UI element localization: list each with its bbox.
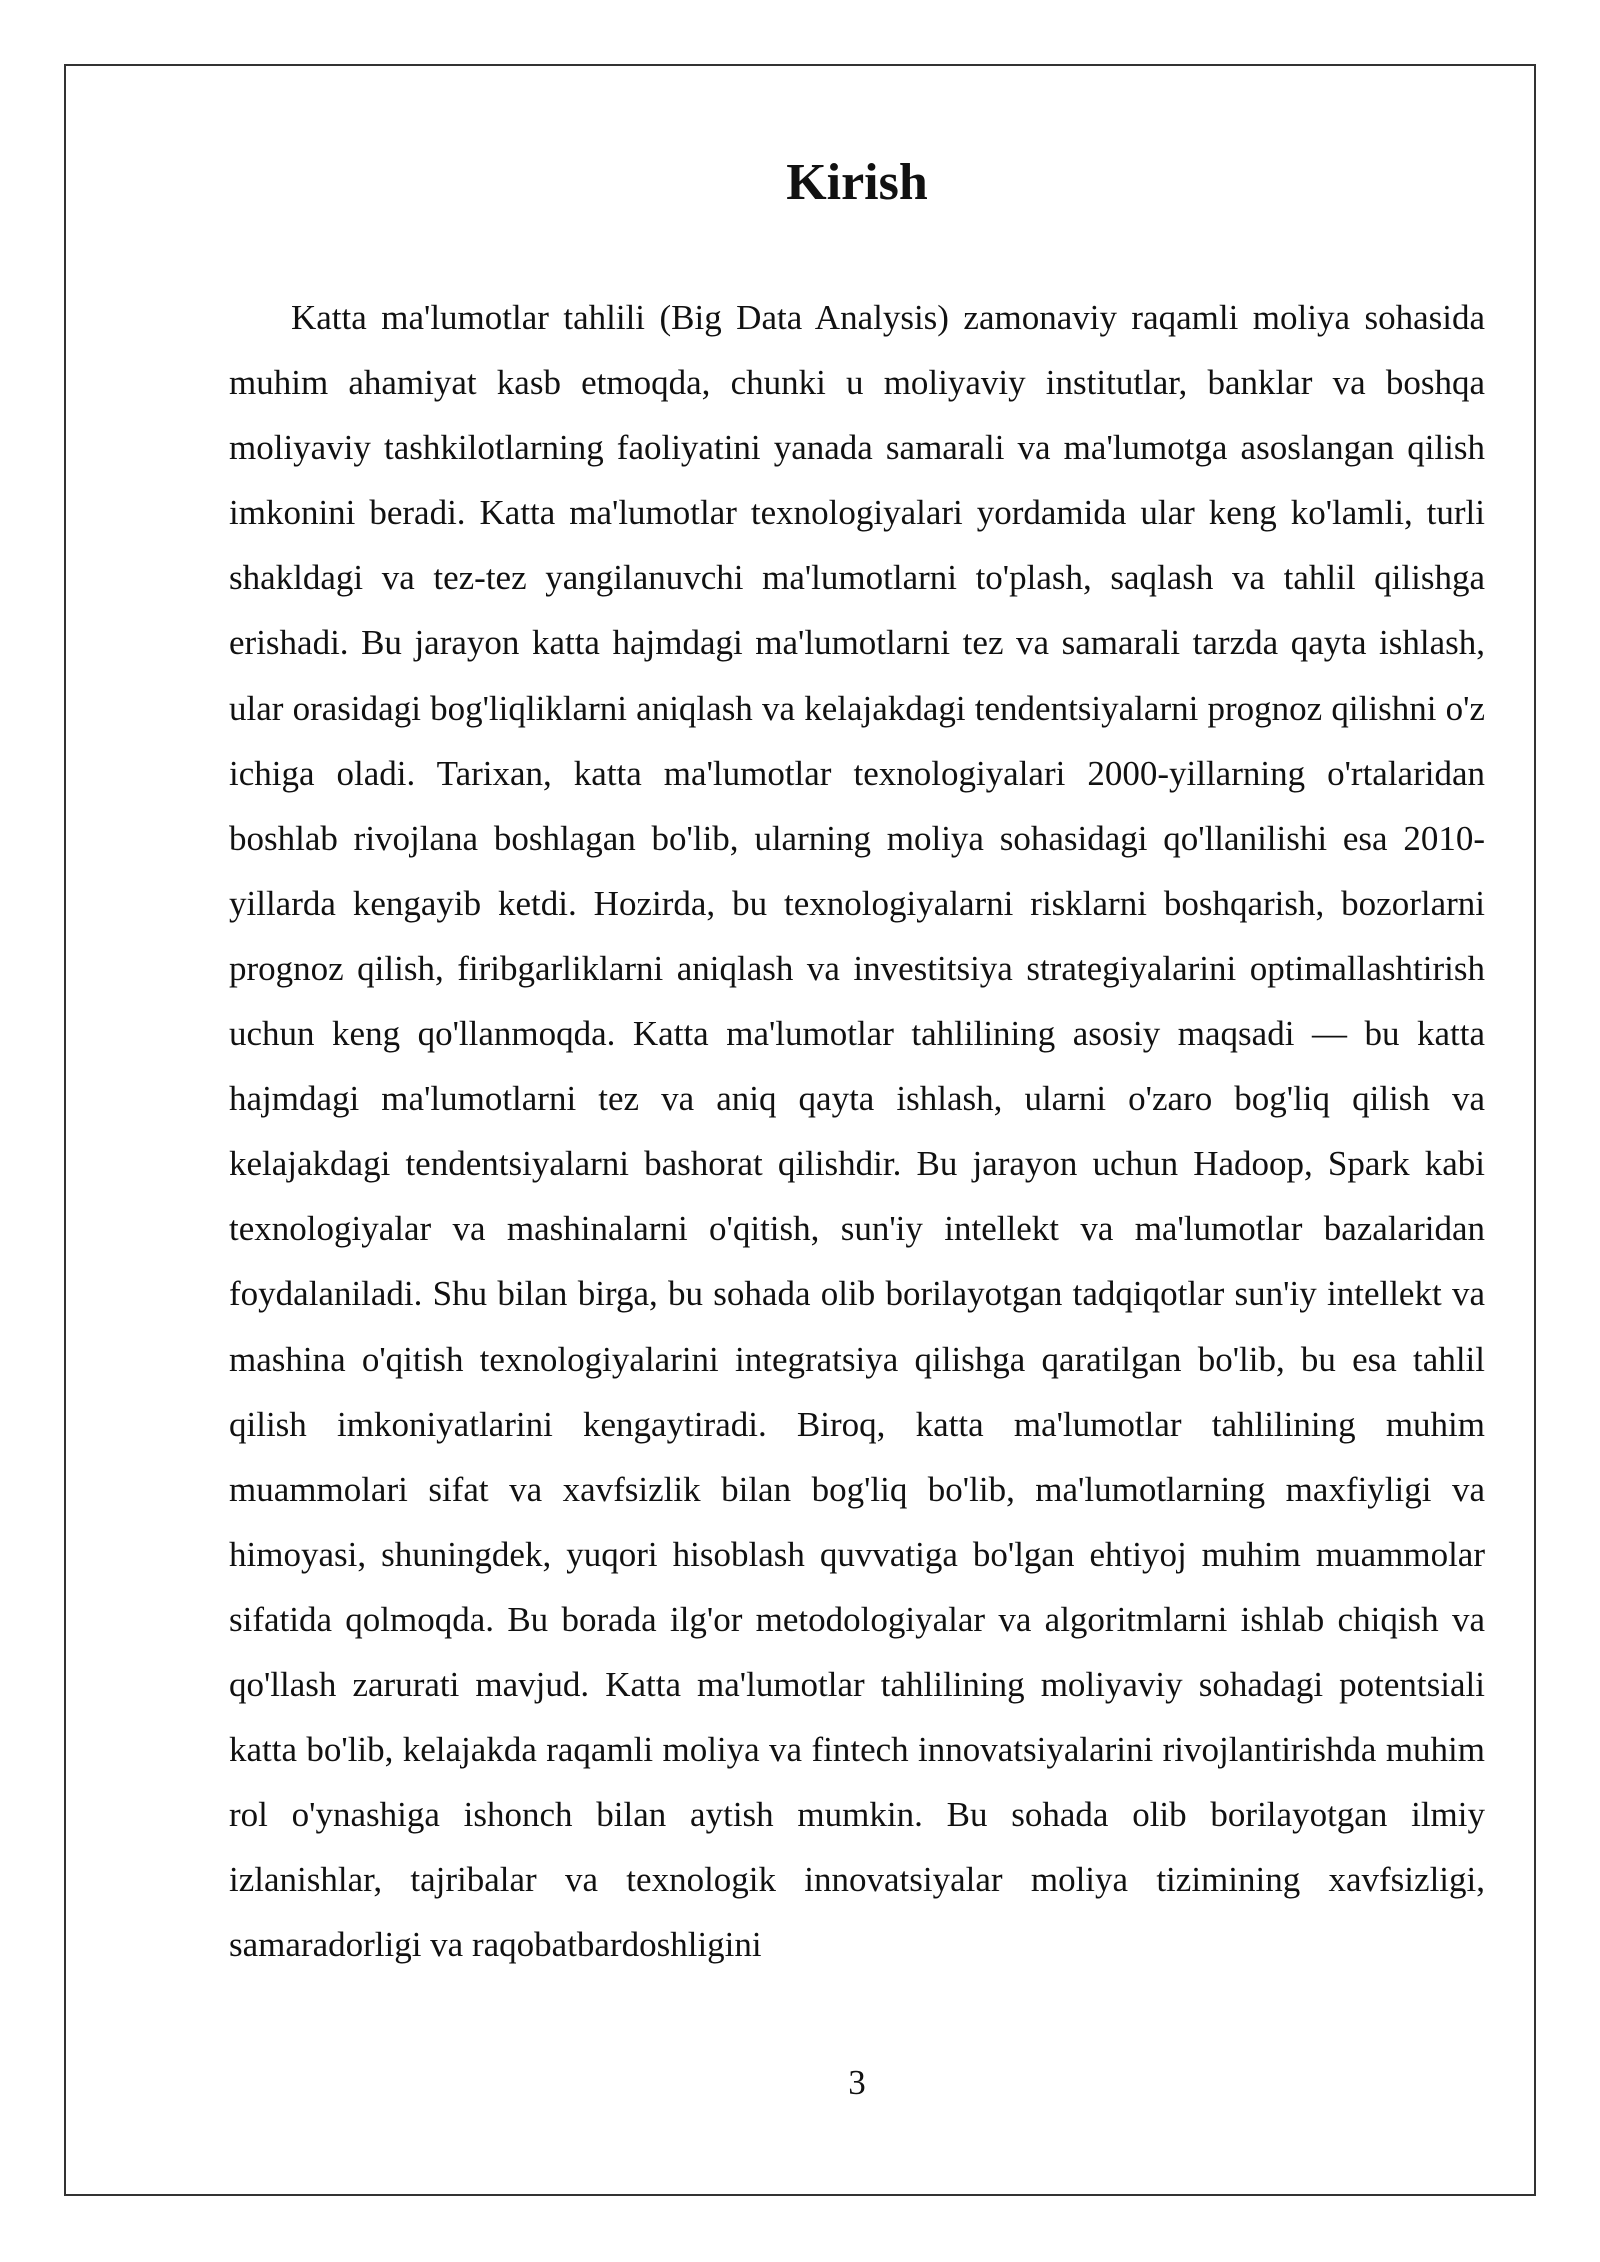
page-title: Kirish bbox=[786, 154, 928, 211]
page-number: 3 bbox=[848, 2063, 866, 2102]
body-paragraph: Katta ma'lumotlar tahlili (Big Data Analysis) zamonaviy raqamli moliya sohasida muhim ahamiyat kasb etmoqda, chunki u moliyaviy institutlar, banklar va boshqa moliyaviy tashkilotlarning faoliyatini yanada samarali va ma'lumotga asoslangan qilish imkonini beradi. Katta ma'lumotlar texnologiyalari yordamida ular keng ko'lamli, turli shakldagi va tez-tez yangilanuvchi ma'lumotlarni to'plash, saqlash va tahlil qilishga erishadi. Bu jarayon katta hajmdagi ma'lumotlarni tez va samarali tarzda qayta ishlash, ular orasidagi bog'liqliklarni aniqlash va kelajakdagi tendentsiyalarni prognoz qilishni o'z ichiga oladi. Tarixan, katta ma'lumotlar texnologiyalari 2000-yillarning o'rtalaridan boshlab rivojlana boshlagan bo'lib, ularning moliya sohasidagi qo'llanilishi esa 2010-yillarda kengayib ketdi. Hozirda, bu texnologiyalarni risklarni boshqarish, bozorlarni prognoz qilish, firibgarliklarni aniqlash va investitsiya strategiyalarini optimallashtirish uchun keng qo'llanmoqda. Katta ma'lumotlar tahlilining asosiy maqsadi — bu katta hajmdagi ma'lumotlarni tez va aniq qayta ishlash, ularni o'zaro bog'liq qilish va kelajakdagi tendentsiyalarni bashorat qilishdir. Bu jarayon uchun Hadoop, Spark kabi texnologiyalar va mashinalarni o'qitish, sun'iy intellekt va ma'lumotlar bazalaridan foydalaniladi. Shu bilan birga, bu sohada olib borilayotgan tadqiqotlar sun'iy intellekt va mashina o'qitish texnologiyalarini integratsiya qilishga qaratilgan bo'lib, bu esa tahlil qilish imkoniyatlarini kengaytiradi. Biroq, katta ma'lumotlar tahlilining muhim muammolari sifat va xavfsizlik bilan bog'liq bo'lib, ma'lumotlarning maxfiyligi va himoyasi, shuningdek, yuqori hisoblash quvvatiga bo'lgan ehtiyoj muhim muammolar sifatida qolmoqda. Bu borada ilg'or metodologiyalar va algoritmlarni ishlab chiqish va qo'llash zarurati mavjud. Katta ma'lumotlar tahlilining moliyaviy sohadagi potentsiali katta bo'lib, kelajakda raqamli moliya va fintech innovatsiyalarini rivojlantirishda muhim rol o'ynashiga ishonch bilan aytish mumkin. Bu sohada olib borilayotgan ilmiy izlanishlar, tajribalar va texnologik innovatsiyalar moliya tizimining xavfsizligi, samaradorligi va raqobatbardoshligini bbox=[229, 298, 1485, 1965]
